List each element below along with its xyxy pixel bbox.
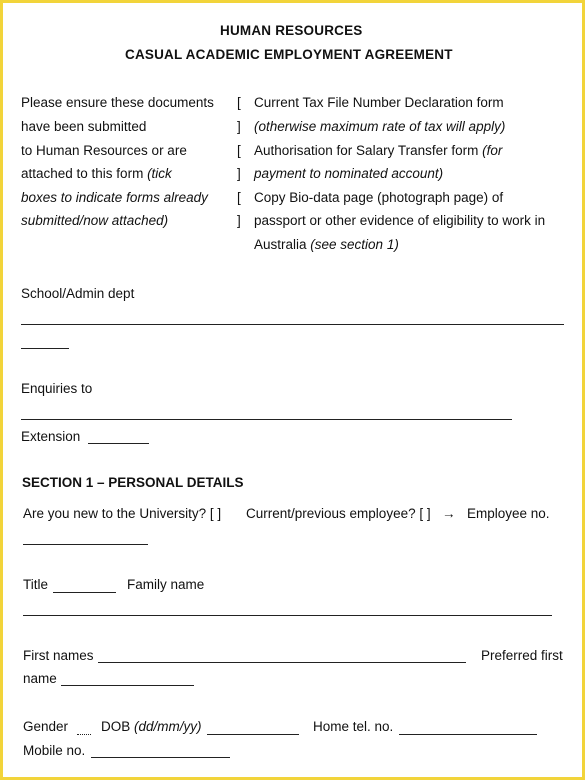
checkbox-biodata-close[interactable]: ] bbox=[237, 213, 241, 228]
checkbox-salary-close[interactable]: ] bbox=[237, 166, 241, 181]
school-admin-field-cont[interactable] bbox=[21, 348, 69, 349]
extension-label: Extension bbox=[21, 429, 81, 444]
title-label: Title bbox=[23, 577, 49, 592]
doc-biodata-c-text: Australia bbox=[254, 237, 311, 252]
mobile-label: Mobile no. bbox=[23, 743, 86, 758]
checkbox-biodata-open[interactable]: [ bbox=[237, 190, 241, 205]
doc-salary-note-a: (for bbox=[482, 143, 503, 158]
preferred-name-field[interactable] bbox=[61, 685, 194, 686]
arrow-icon: → bbox=[442, 506, 456, 521]
doc-biodata-a: Copy Bio-data page (photograph page) of bbox=[254, 190, 504, 205]
family-name-field[interactable] bbox=[23, 615, 552, 616]
extension-field[interactable] bbox=[88, 443, 149, 444]
employee-no-field[interactable] bbox=[23, 544, 148, 545]
home-tel-label: Home tel. no. bbox=[313, 719, 394, 734]
doc-biodata-b: passport or other evidence of eligibility to work in bbox=[254, 213, 546, 228]
intro-line-3: to Human Resources or are bbox=[21, 143, 187, 158]
checkbox-tax-open[interactable]: [ bbox=[237, 95, 241, 110]
dob-format: (dd/mm/yy) bbox=[134, 719, 202, 734]
current-employee-question[interactable]: Current/previous employee? [ ] bbox=[246, 506, 431, 521]
header-title-1: HUMAN RESOURCES bbox=[220, 23, 363, 38]
enquiries-label: Enquiries to bbox=[21, 381, 93, 396]
preferred-first-label: Preferred first bbox=[481, 648, 563, 663]
school-admin-field[interactable] bbox=[21, 324, 564, 325]
intro-line-1: Please ensure these documents bbox=[21, 95, 214, 110]
preferred-name-label: name bbox=[23, 671, 57, 686]
intro-line-2: have been submitted bbox=[21, 119, 147, 134]
intro-line-4-text: attached to this form bbox=[21, 166, 148, 181]
enquiries-field[interactable] bbox=[21, 419, 512, 420]
dob-label bbox=[101, 719, 202, 735]
gender-field[interactable] bbox=[77, 734, 91, 735]
doc-salary-form-text: Authorisation for Salary Transfer form bbox=[254, 143, 483, 158]
doc-biodata-c bbox=[254, 237, 399, 253]
first-names-label: First names bbox=[23, 648, 94, 663]
dob-field[interactable] bbox=[207, 734, 299, 735]
header-title-2: CASUAL ACADEMIC EMPLOYMENT AGREEMENT bbox=[125, 47, 453, 62]
dob-text: DOB bbox=[101, 719, 135, 734]
doc-biodata-note: (see section 1) bbox=[310, 237, 399, 252]
new-to-university-question[interactable]: Are you new to the University? [ ] bbox=[23, 506, 222, 521]
title-field[interactable] bbox=[53, 592, 116, 593]
document-page bbox=[3, 3, 582, 777]
checkbox-tax-close[interactable]: ] bbox=[237, 119, 241, 134]
family-name-label: Family name bbox=[127, 577, 205, 592]
intro-line-5: boxes to indicate forms already bbox=[21, 190, 208, 205]
section1-heading: SECTION 1 – PERSONAL DETAILS bbox=[22, 475, 244, 490]
doc-tax-note: (otherwise maximum rate of tax will apply) bbox=[254, 119, 506, 134]
intro-line-4-italic: (tick bbox=[147, 166, 172, 181]
mobile-field[interactable] bbox=[91, 757, 230, 758]
first-names-field[interactable] bbox=[98, 662, 466, 663]
intro-line-6: submitted/now attached) bbox=[21, 213, 169, 228]
checkbox-salary-open[interactable]: [ bbox=[237, 143, 241, 158]
home-tel-field[interactable] bbox=[399, 734, 537, 735]
doc-salary-form bbox=[254, 143, 502, 159]
intro-line-4 bbox=[21, 166, 172, 182]
gender-label: Gender bbox=[23, 719, 69, 734]
doc-salary-note-b: payment to nominated account) bbox=[254, 166, 444, 181]
school-admin-label: School/Admin dept bbox=[21, 286, 135, 301]
doc-tax-form: Current Tax File Number Declaration form bbox=[254, 95, 504, 110]
employee-no-label: Employee no. bbox=[467, 506, 550, 521]
